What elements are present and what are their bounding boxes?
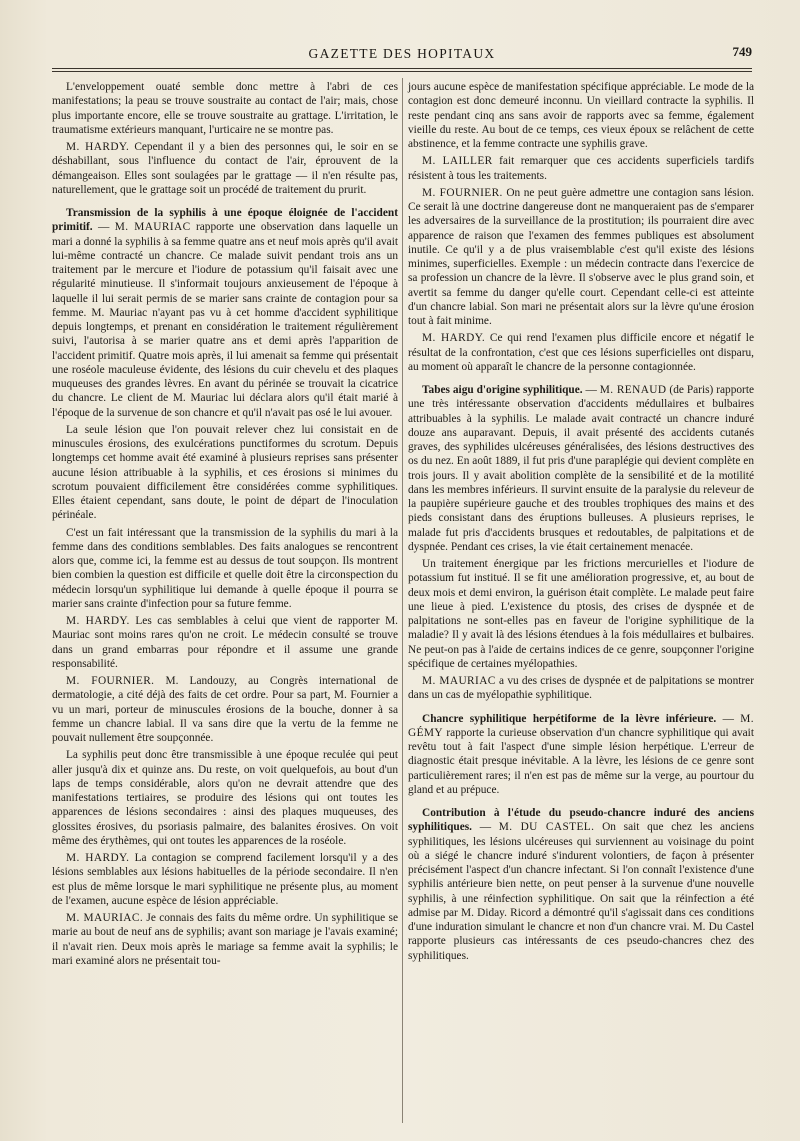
section-lead: [408, 712, 754, 798]
paragraph: [408, 154, 754, 183]
section-dash: —: [92, 221, 115, 234]
running-head: [52, 44, 752, 66]
section-title: Chancre syphilitique herpétiforme de la lèvre inférieure.: [422, 712, 717, 725]
section-pseudo-chancre: [408, 806, 754, 963]
paragraph: La syphilis peut donc être transmissible à une époque reculée qui peut aller jusqu'à dix et quinze ans. Du reste, on voit quelquefois, au bout d'un laps de temps considérable, alors qu'on ne devrait attendre que des manifestations tertiaires, se produire des lésions qui ont toutes les apparences de lésions secondaires : ainsi des plaques muqueuses, des glossites érosives, du psoriasis palmaire, des balanites érosives. On voit même des érythèmes, qui ont toutes les apparences de la roséole.: [52, 749, 398, 847]
speaker-name: M. GÉMY: [408, 712, 755, 739]
speaker-name: M. HARDY.: [422, 332, 486, 345]
speaker-name: M. RENAUD: [599, 384, 667, 396]
paragraph-text: fait remarquer que ces accidents superficiels tardifs résistent à tous les traitements.: [408, 155, 755, 182]
speaker-name: M. HARDY.: [66, 141, 130, 153]
paragraph-text: Je connais des faits du même ordre. Un syphilitique se marie au bout de neuf ans de syphilis; avant son mariage je l'avais examiné; il n'avait rien. Deux mois après le mariage sa femme avait la syphilis; le mari examiné alors ne présentait tou-: [52, 912, 398, 967]
speaker-name: M. HARDY.: [66, 852, 130, 864]
paragraph-text: Les cas semblables à celui que vient de rapporter M. Mauriac sont moins rares qu'on ne croit. Le médecin consulté se trouve dans un grand embarras pour répondre et il assume une grande responsabilité.: [52, 615, 398, 670]
paragraph: [52, 674, 398, 745]
speaker-name: M. LAILLER: [422, 155, 493, 168]
speaker-name: M. DU CASTEL.: [498, 821, 595, 834]
speaker-name: M. MAURIAC: [114, 221, 191, 234]
section-dash: —: [716, 712, 741, 725]
paragraph-text: rapporte la curieuse observation d'un chancre syphilitique qui avait revêtu tout à fait l'aspect d'une simple lésion herpétique. L'erreur de diagnostic était presque inévitable. A la lèvre, les lésions de ce genre sont particulièrement rares; il n'en est pas de même sur la verge, au pourtour du gland et au prépuce.: [408, 726, 754, 796]
column-divider: [402, 78, 403, 1123]
paragraph: [52, 140, 398, 197]
paragraph: La seule lésion que l'on pouvait relever chez lui consistait en de minuscules érosions, des exulcérations punctiformes du scrotum. Depuis longtemps cet homme avait été examiné à plusieurs reprises sans présenter aucune lésion attribuable à la syphilis, et ces érosions si minimes du scrotum pouvaient difficilement être considérées comme syphilitiques. Elles étaient cependant, sans doute, le point de départ de l'inoculation périnéale.: [52, 423, 398, 522]
paragraph: [408, 186, 754, 329]
paragraph-text: On ne peut guère admettre une contagion sans lésion. Ce serait là une doctrine dangereuse dont ne manqueraient pas de s'emparer les adversaires de la surveillance de la prostitution; ils pourraient dire avec apparence de raison que l'examen des femmes publiques est absolument inutile. Ce qu'il y a de plus vraisemblable c'est qu'il existe des lésions minimes, superficielles. Exemple : un médecin contracte dans l'exercice de sa profession un chancre de la lèvre. Il s'observe avec le plus grand soin, et avertit sa femme du danger qu'elle court. Cependant celle-ci est atteinte d'un chancre labial. Son mari ne présentait alors sur la lèvre qu'une érosion tout à fait minime.: [408, 186, 755, 327]
paragraph: [408, 674, 754, 703]
section-lead: [408, 383, 754, 554]
section-tabes: [408, 383, 754, 554]
section-title: Contribution à l'étude du pseudo-chancre induré des anciens syphilitiques.: [408, 807, 754, 834]
header-rule-double: [52, 71, 752, 72]
paragraph-text: La contagion se comprend facilement lorsqu'il y a des lésions semblables aux lésions habituelles de la période secondaire. Il n'en est plus de même lorsque le mari syphilitique ne présente plus, au moment de l'examen, aucune espèce de lésion appréciable.: [52, 852, 398, 907]
paragraph-text: On sait que chez les anciens syphilitiques, les lésions ulcéreuses qui surviennent au voisinage du point où a siégé le chancre induré s'indurent volontiers, de façon à présenter précisément l'aspect d'un chancre infectant. Si l'on connaît l'existence d'une syphilis antérieure bien nette, on peut penser à la survenue d'une nouvelle syphilis, à une réinfection syphilitique. On sait que la réinfection a été admise par M. Diday. Ricord a démontré qu'il s'agissait dans ces conditions d'une induration simulant le chancre et non d'un chancre vrai. M. Du Castel rapporte plusieurs cas intéressants de ces pseudo-chancres chez des syphilitiques.: [408, 821, 755, 962]
paragraph-text: Cependant il y a bien des personnes qui, le soir en se déshabillant, sous l'influence du contact de l'air, éprouvent de la démangeaison. Elles sont soulagées par le grattage — il n'en résulte pas, naturellement, que le grattage soit un procédé de traitement du prurit.: [52, 141, 398, 196]
paragraph: [408, 331, 754, 374]
paragraph: [52, 911, 398, 968]
header-rule: [52, 68, 752, 69]
section-lead: [408, 806, 754, 963]
section-chancre: [408, 712, 754, 798]
paragraph-text: a vu des crises de dyspnée et de palpitations se montrer dans un cas de myélopathie syphilitique.: [408, 675, 754, 702]
paragraph-text: Ce qui rend l'examen plus difficile encore et négatif le résultat de la confrontation, c'est que ces lésions superficielles ont disparu, au moment où apparaît le chancre de la personne contagionnée.: [408, 332, 754, 373]
paragraph: C'est un fait intéressant que la transmission de la syphilis du mari à la femme dans des conditions semblables. Des faits analogues se rencontrent alors que, comme ici, la femme est au dessus de tout soupçon. Ils montrent bien combien la question est difficile et quelle doit être la circonspection du médecin lorsqu'un syphilitique lui demande à quelle époque il pourra se marier sans crainte d'infection pour sa future femme.: [52, 526, 398, 610]
paragraph: [52, 614, 398, 671]
paragraph-text: (de Paris) rapporte une très intéressante observation d'accidents médullaires et bulbaires attribuables à la syphilis. Le malade avait contracté un chancre induré douze ans auparavant. Depuis, il avait présenté des accidents cutanés graves, des syphilides ulcéreuses généralisées, des lésions destructives des os du nez. En août 1889, il fut pris d'une paraplégie qui devient complète en trois jours. Il y avait abolition complète de la sensibilité et de la motilité dans les membres inférieurs. Il survint ensuite de la paralysie du releveur de la paupière supérieure gauche et des troubles trophiques des mains et des pieds consistant dans des éruptions bulleuses. A plusieurs reprises, le malade fut pris d'accidents brusques et redoutables, de palpitations et de dyspnée. Pendant ces crises, la vie était certainement menacée.: [408, 384, 755, 553]
paragraph: L'enveloppement ouaté semble donc mettre à l'abri de ces manifestations; la peau se trouve soustraite au contact de l'air; mais, chose plus importante encore, elle se trouve soustraite au grattage. L'irritation, le traumatisme extérieurs manquant, l'urticaire ne se montre pas.: [52, 81, 398, 136]
speaker-name: M. MAURIAC: [422, 675, 496, 687]
running-title: GAZETTE DES HOPITAUX: [308, 46, 496, 61]
right-column: [408, 80, 754, 966]
paragraph-continued: jours aucune espèce de manifestation spécifique appréciable. Le mode de la contagion est donc demeuré inconnu. Un vieillard contracte la syphilis. Il reste pendant cinq ans sans avoir de rapports avec sa femme, également vieille du reste. Au bout de ce temps, ces vieux époux se relâchent de cette abstinence, et la femme contracte une syphilis grave.: [408, 81, 754, 150]
section-transmission: [52, 206, 398, 420]
section-lead: [52, 206, 398, 420]
speaker-name: M. FOURNIER.: [66, 675, 155, 687]
section-title: Transmission de la syphilis à une époque éloignée de l'accident primitif.: [52, 207, 398, 234]
paragraph-text: rapporte une observation dans laquelle un mari a donné la syphilis à sa femme quatre ans et neuf mois après qu'il avait lui-même contracté un chancre. Ce malade suivit pendant trois ans un traitement par le mercure et l'iodure de potassium qu'il faisait avec une régularité minutieuse. Il s'informait toujours anxieusement de l'époque à laquelle il lui serait permis de se marier sans crainte de contagion pour sa femme. M. Mauriac n'ayant pas vu à cet homme d'accident syphilitique depuis longtemps, et prenant en considération le traitement régulièrement suivi, l'autorisa à se marier quatre ans et demi après l'apparition de l'accident primitif. Quatre mois après, il lui amenait sa femme qui présentait une roséole maculeuse évidente, des lésions du cuir chevelu et des plaques muqueuses des grandes lèvres. En avant du périnée se trouvait la cicatrice du chancre. Le client de M. Mauriac lui déclara alors qu'il était marié à l'époque de la survenue de son chancre et qu'il n'avait pas osé le lui avouer.: [52, 221, 398, 419]
paragraph: Un traitement énergique par les frictions mercurielles et l'iodure de potassium fut institué. Il se fit une amélioration progressive, et, au bout de deux mois et demi environ, la guérison était complète. Le malade peut faire une lieue à pied. L'existence du ptosis, des crises de dyspnée et de palpitations ne sont-elles pas en faveur de l'origine syphilitique de la maladie? Il y avait là des lésions étendues à la fois médullaires et bulbaires. Ne peut-on pas à l'aide de certains indices de ce genre, soupçonner l'origine spécifique de certaines myélopathies.: [408, 558, 754, 670]
section-dash: —: [582, 384, 600, 396]
paragraph: [52, 851, 398, 908]
speaker-name: M. FOURNIER.: [422, 186, 503, 199]
speaker-name: M. HARDY.: [66, 615, 130, 627]
section-title: Tabes aigu d'origine syphilitique.: [422, 384, 583, 396]
section-dash: —: [472, 821, 499, 834]
page-number: 749: [732, 44, 752, 59]
paragraph-text: M. Landouzy, au Congrès international de dermatologie, a cité déjà des faits de cet ordre. Pour sa part, M. Fournier a vu un mari, porteur de minuscules érosions de la bouche, donner à sa femme un chancre labial. Il va sans dire que la vertu de la femme ne pouvait nullement être soupçonnée.: [52, 675, 398, 744]
speaker-name: M. MAURIAC.: [66, 912, 144, 924]
left-column: [52, 80, 398, 971]
